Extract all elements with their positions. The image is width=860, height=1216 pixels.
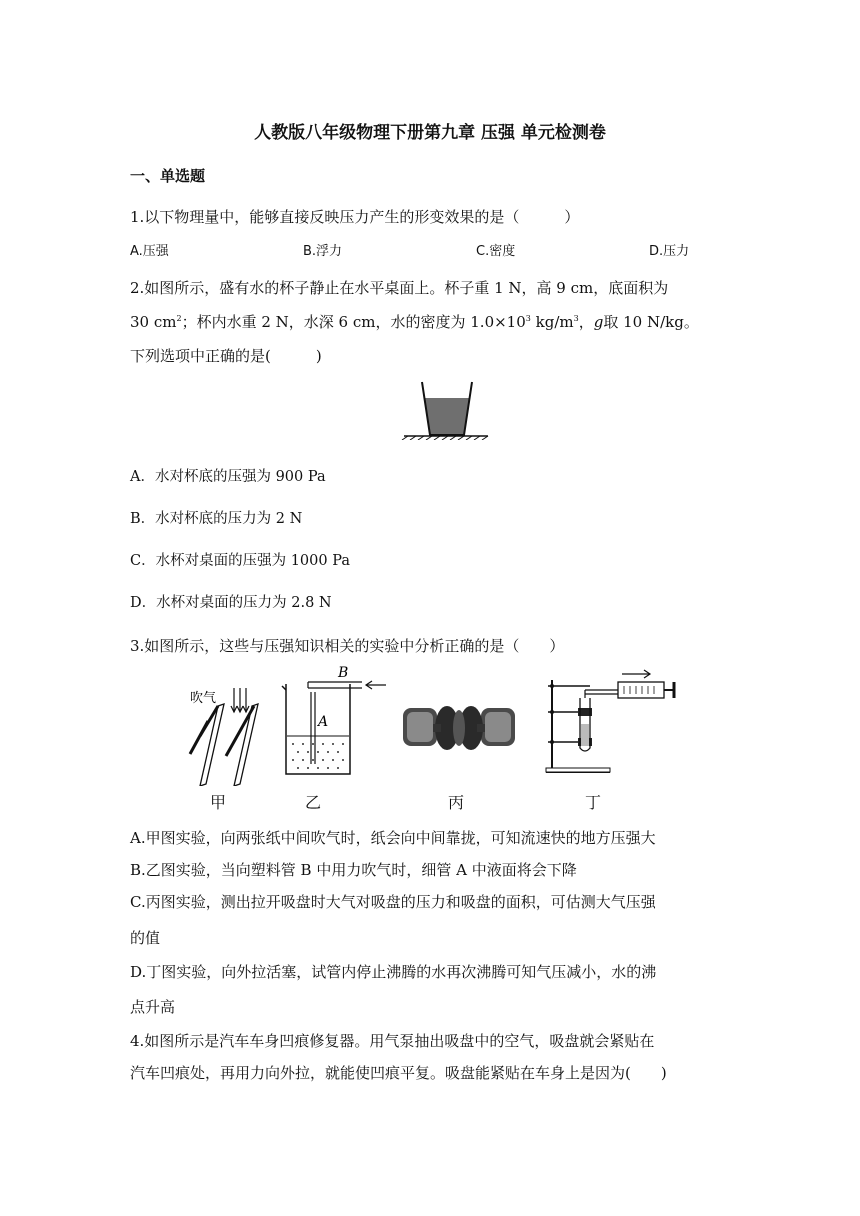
- q2-line-2: 30 $cm^2$；杯内水重 2 N，水深 6 cm，水的密度为 $1.0\times 10^3$ $kg/m^3$，g取 10 N/kg。: [130, 313, 699, 331]
- figure-label-bing: 丙: [448, 793, 465, 812]
- q2-option-a: A．水对杯底的压强为 900 Pa: [130, 469, 326, 485]
- section-heading: 一、单选题: [130, 167, 206, 185]
- q3-option-d: D.丁图实验，向外拉活塞，试管内停止沸腾的水再次沸腾可知气压减小，水的沸: [130, 963, 657, 981]
- cup-figure: [400, 378, 492, 440]
- q3-option-a: A.甲图实验，向两张纸中间吹气时，纸会向中间靠拢，可知流速快的地方压强大: [130, 829, 656, 847]
- q3-option-c: C.丙图实验，测出拉开吸盘时大气对吸盘的压力和吸盘的面积，可估测大气压强: [130, 893, 656, 911]
- q3-option-d-cont: 点升高: [130, 998, 176, 1016]
- q3-option-b: B.乙图实验，当向塑料管 B 中用力吹气时，细管 A 中液面将会下降: [130, 861, 577, 879]
- q1-stem: 1.以下物理量中，能够直接反映压力产生的形变效果的是（ ）: [130, 208, 580, 226]
- svg-text:B: B: [338, 665, 349, 681]
- q3-option-c-cont: 的值: [130, 929, 161, 947]
- q2-option-c: C．水杯对桌面的压强为 1000 Pa: [130, 553, 350, 569]
- figure-jia-paper: [180, 676, 270, 786]
- q4-line-1: 4.如图所示是汽车车身凹痕修复器。用气泵抽出吸盘中的空气，吸盘就会紧贴在: [130, 1032, 655, 1050]
- q2-option-d: D．水杯对桌面的压力为 2.8 N: [130, 595, 332, 611]
- figure-label-yi: 乙: [305, 793, 322, 812]
- q3-stem: 3.如图所示，这些与压强知识相关的实验中分析正确的是（ ）: [130, 637, 565, 655]
- svg-text:A: A: [318, 714, 329, 730]
- q1-option-c: C.密度: [476, 244, 516, 259]
- figure-label-jia: 甲: [210, 793, 227, 812]
- q1-option-b: B.浮力: [303, 244, 343, 259]
- q4-line-2: 汽车凹痕处，再用力向外拉，就能使凹痕平复。吸盘能紧贴在车身上是因为( ): [130, 1064, 667, 1082]
- figure-ding-syringe: [538, 664, 684, 788]
- page-title: 人教版八年级物理下册第九章 压强 单元检测卷: [254, 123, 606, 143]
- q1-option-d: D.压力: [649, 244, 690, 259]
- svg-text:吹气: 吹气: [190, 691, 217, 706]
- figure-label-ding: 丁: [585, 793, 602, 812]
- figure-bing-suction-cups: [403, 700, 515, 756]
- q1-option-a: A.压强: [130, 244, 169, 259]
- q2-option-b: B．水对杯底的压力为 2 N: [130, 511, 303, 527]
- figure-yi-beaker: [278, 664, 388, 784]
- q2-line-1: 2.如图所示，盛有水的杯子静止在水平桌面上。杯子重 1 N，高 9 cm，底面积为: [130, 279, 669, 297]
- q2-line-3: 下列选项中正确的是( ): [130, 347, 322, 365]
